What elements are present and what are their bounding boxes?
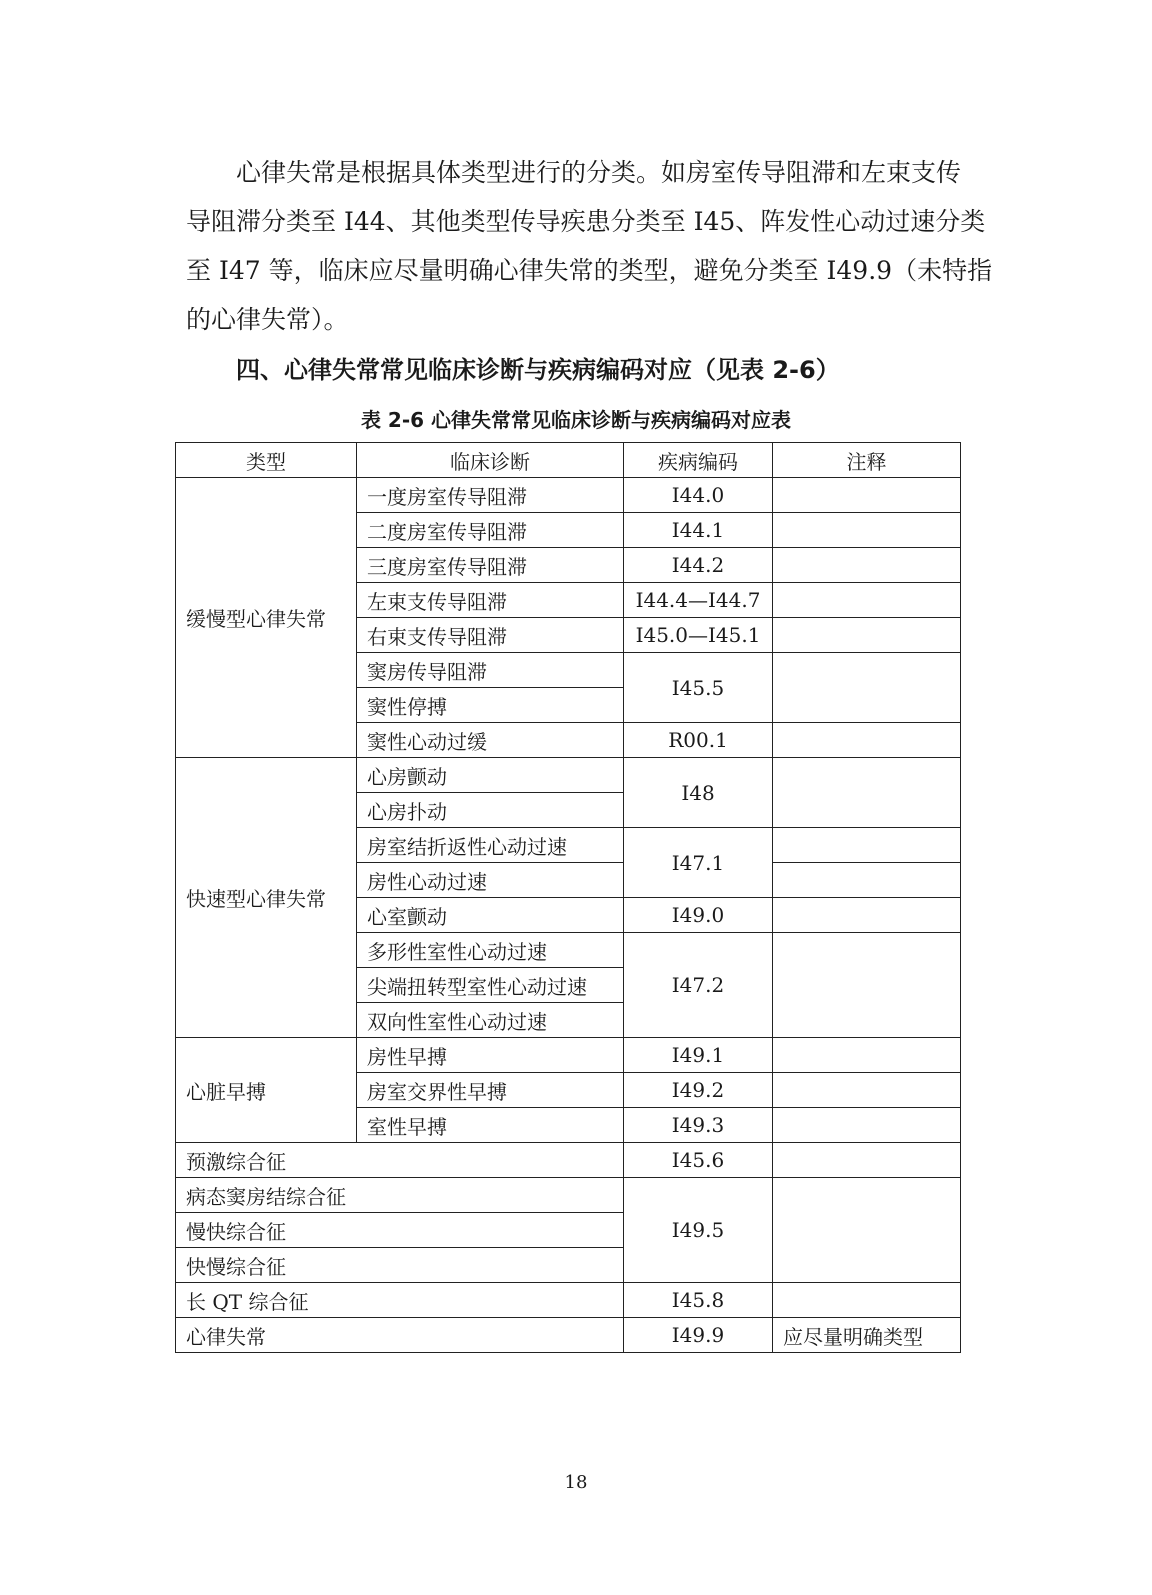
section-heading: 四、心律失常常见临床诊断与疾病编码对应（见表 2-6） (236, 356, 840, 384)
note-cell (773, 1283, 961, 1318)
table-row (176, 478, 961, 513)
code-cell: I49.1 (624, 1038, 773, 1073)
table-row (176, 1178, 961, 1213)
diagnosis-code-table (175, 442, 961, 1353)
note-cell (773, 1178, 961, 1283)
header-note: 注释 (773, 443, 961, 478)
diagnosis-cell: 右束支传导阻滞 (357, 618, 624, 653)
code-cell: I49.0 (624, 898, 773, 933)
paragraph-line: 导阻滞分类至 I44、其他类型传导疾患分类至 I45、阵发性心动过速分类 (186, 207, 986, 236)
note-cell (773, 1038, 961, 1073)
code-cell: I49.5 (624, 1178, 773, 1283)
diagnosis-cell: 房室交界性早搏 (357, 1073, 624, 1108)
diagnosis-cell: 窦房传导阻滞 (357, 653, 624, 688)
diagnosis-cell: 三度房室传导阻滞 (357, 548, 624, 583)
paragraph-line: 至 I47 等，临床应尽量明确心律失常的类型，避免分类至 I49.9（未特指 (186, 256, 993, 285)
header-type: 类型 (176, 443, 357, 478)
note-cell (773, 863, 961, 898)
group-cell: 心脏早搏 (176, 1038, 357, 1143)
note-cell (773, 1143, 961, 1178)
diagnosis-cell: 多形性室性心动过速 (357, 933, 624, 968)
code-cell: R00.1 (624, 723, 773, 758)
diagnosis-cell: 心室颤动 (357, 898, 624, 933)
table-row (176, 1143, 961, 1178)
header-diagnosis: 临床诊断 (357, 443, 624, 478)
note-cell (773, 723, 961, 758)
table-row (176, 1318, 961, 1353)
code-cell: I44.2 (624, 548, 773, 583)
diagnosis-cell: 病态窦房结综合征 (176, 1178, 624, 1213)
table-caption: 表 2-6 心律失常常见临床诊断与疾病编码对应表 (360, 408, 792, 432)
note-cell (773, 548, 961, 583)
table-row (176, 1283, 961, 1318)
diagnosis-cell: 房性心动过速 (357, 863, 624, 898)
note-cell (773, 933, 961, 1038)
diagnosis-cell: 尖端扭转型室性心动过速 (357, 968, 624, 1003)
diagnosis-cell: 房性早搏 (357, 1038, 624, 1073)
note-cell (773, 1108, 961, 1143)
code-cell: I49.2 (624, 1073, 773, 1108)
diagnosis-cell: 预激综合征 (176, 1143, 624, 1178)
code-cell: I44.1 (624, 513, 773, 548)
page-number: 18 (564, 1472, 588, 1493)
note-cell (773, 583, 961, 618)
table-row (176, 758, 961, 793)
diagnosis-cell: 双向性室性心动过速 (357, 1003, 624, 1038)
code-cell: I45.6 (624, 1143, 773, 1178)
code-cell: I44.0 (624, 478, 773, 513)
code-cell: I49.3 (624, 1108, 773, 1143)
diagnosis-cell: 快慢综合征 (176, 1248, 624, 1283)
diagnosis-cell: 室性早搏 (357, 1108, 624, 1143)
paragraph-line: 的心律失常）。 (186, 305, 349, 334)
diagnosis-cell: 一度房室传导阻滞 (357, 478, 624, 513)
table-row (176, 1038, 961, 1073)
group-cell: 缓慢型心律失常 (176, 478, 357, 758)
code-cell: I47.2 (624, 933, 773, 1038)
group-cell: 快速型心律失常 (176, 758, 357, 1038)
code-cell: I45.5 (624, 653, 773, 723)
diagnosis-cell: 心房颤动 (357, 758, 624, 793)
diagnosis-cell: 心律失常 (176, 1318, 624, 1353)
note-cell (773, 653, 961, 723)
diagnosis-cell: 慢快综合征 (176, 1213, 624, 1248)
table-header-row (176, 443, 961, 478)
paragraph-line: 心律失常是根据具体类型进行的分类。如房室传导阻滞和左束支传 (236, 158, 962, 187)
code-cell: I44.4—I44.7 (624, 583, 773, 618)
diagnosis-cell: 长 QT 综合征 (176, 1283, 624, 1318)
diagnosis-cell: 房室结折返性心动过速 (357, 828, 624, 863)
code-cell: I47.1 (624, 828, 773, 898)
diagnosis-cell: 左束支传导阻滞 (357, 583, 624, 618)
note-cell (773, 1073, 961, 1108)
diagnosis-cell: 心房扑动 (357, 793, 624, 828)
header-code: 疾病编码 (624, 443, 773, 478)
code-cell: I49.9 (624, 1318, 773, 1353)
note-cell (773, 898, 961, 933)
note-cell: 应尽量明确类型 (773, 1318, 961, 1353)
note-cell (773, 758, 961, 828)
note-cell (773, 828, 961, 863)
diagnosis-cell: 窦性停搏 (357, 688, 624, 723)
body-paragraph (186, 148, 993, 344)
code-cell: I45.8 (624, 1283, 773, 1318)
code-cell: I48 (624, 758, 773, 828)
note-cell (773, 513, 961, 548)
diagnosis-cell: 二度房室传导阻滞 (357, 513, 624, 548)
code-cell: I45.0—I45.1 (624, 618, 773, 653)
note-cell (773, 478, 961, 513)
diagnosis-cell: 窦性心动过缓 (357, 723, 624, 758)
note-cell (773, 618, 961, 653)
